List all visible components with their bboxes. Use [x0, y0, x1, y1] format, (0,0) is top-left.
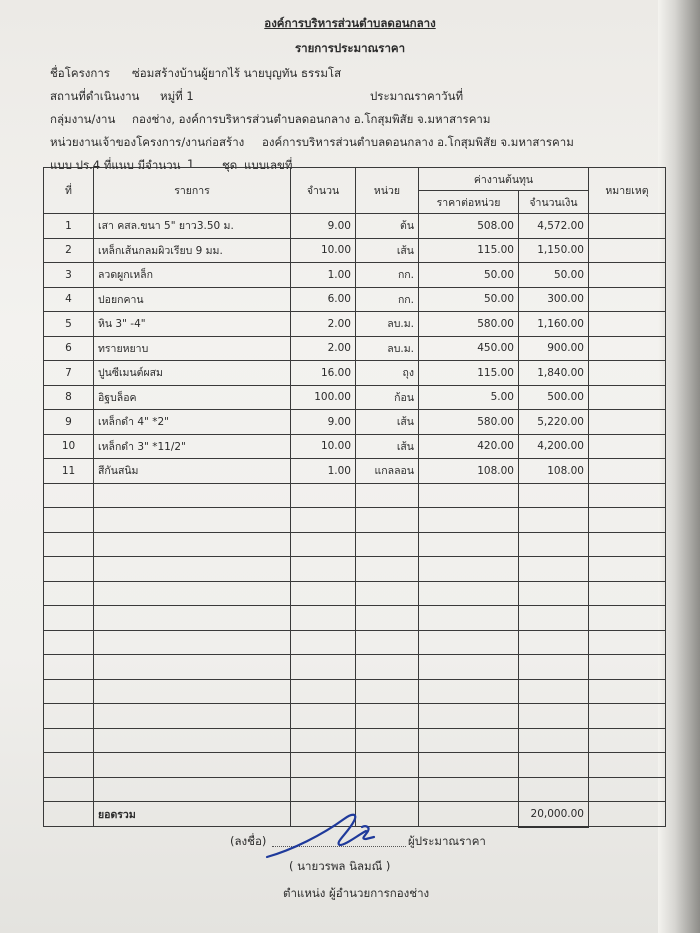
- project-name: ซ่อมสร้างบ้านผู้ยากไร้ นายบุญทัน ธรรมโส: [132, 66, 342, 80]
- row-item: ทรายหยาบ: [94, 336, 291, 361]
- row-unit-price: 108.00: [419, 459, 519, 484]
- table-row: [44, 361, 666, 386]
- project-label: ชื่อโครงการ: [50, 66, 110, 80]
- row-item: เหล็กดำ 3" *11/2": [94, 434, 291, 459]
- row-unit-price: 580.00: [419, 410, 519, 435]
- row-amount: 4,200.00: [519, 434, 589, 459]
- row-qty: 2.00: [291, 336, 356, 361]
- form-unit: ชุด: [222, 158, 238, 172]
- empty-row: [44, 557, 666, 582]
- row-unit-price: 580.00: [419, 312, 519, 337]
- empty-row: [44, 728, 666, 753]
- row-remark: [589, 434, 666, 459]
- row-unit-price: 50.00: [419, 287, 519, 312]
- handwritten-signature: [262, 805, 392, 865]
- empty-row: [44, 606, 666, 631]
- table-row: [44, 459, 666, 484]
- row-item: สีกันสนิม: [94, 459, 291, 484]
- row-unit: ลบ.ม.: [356, 336, 419, 361]
- row-no: 11: [44, 459, 94, 484]
- row-qty: 1.00: [291, 459, 356, 484]
- table-row: [44, 214, 666, 239]
- estimate-date-label: ประมาณราคาวันที่: [370, 89, 464, 103]
- row-no: 5: [44, 312, 94, 337]
- row-remark: [589, 312, 666, 337]
- row-unit: เส้น: [356, 238, 419, 263]
- empty-row: [44, 508, 666, 533]
- total-amount: 20,000.00: [519, 802, 589, 827]
- row-qty: 10.00: [291, 434, 356, 459]
- signer-role: ผู้ประมาณราคา: [408, 834, 486, 848]
- row-remark: [589, 385, 666, 410]
- row-item: ปอยกคาน: [94, 287, 291, 312]
- table-row: [44, 263, 666, 288]
- row-remark: [589, 410, 666, 435]
- estimate-table: [43, 167, 666, 828]
- empty-row: [44, 483, 666, 508]
- row-no: 9: [44, 410, 94, 435]
- row-unit: แกลลอน: [356, 459, 419, 484]
- row-no: 3: [44, 263, 94, 288]
- location-value: หมู่ที่ 1: [160, 89, 194, 103]
- row-qty: 9.00: [291, 214, 356, 239]
- header-cost-group: ค่างานต้นทุน: [419, 168, 589, 191]
- row-no: 1: [44, 214, 94, 239]
- form-count: 1: [187, 157, 195, 171]
- group-value: กองช่าง, องค์การบริหารส่วนตำบลดอนกลาง อ.โกสุมพิสัย จ.มหาสารคาม: [132, 112, 491, 126]
- owner-label: หน่วยงานเจ้าของโครงการ/งานก่อสร้าง: [50, 135, 245, 149]
- row-no: 4: [44, 287, 94, 312]
- row-qty: 6.00: [291, 287, 356, 312]
- row-no: 7: [44, 361, 94, 386]
- row-remark: [589, 238, 666, 263]
- row-no: 8: [44, 385, 94, 410]
- table-row: [44, 336, 666, 361]
- row-amount: 1,840.00: [519, 361, 589, 386]
- row-amount: 900.00: [519, 336, 589, 361]
- row-item: อิฐบล็อค: [94, 385, 291, 410]
- row-item: เหล็กดำ 4" *2": [94, 410, 291, 435]
- table-row: [44, 385, 666, 410]
- row-unit-price: 115.00: [419, 238, 519, 263]
- empty-row: [44, 630, 666, 655]
- header-amount: จำนวนเงิน: [519, 191, 589, 214]
- row-amount: 5,220.00: [519, 410, 589, 435]
- form-prefix: แบบ ปร.4 ที่แนบ มีจำนวน: [50, 158, 181, 172]
- row-unit: กก.: [356, 263, 419, 288]
- org-title: องค์การบริหารส่วนตำบลดอนกลาง: [264, 16, 436, 30]
- empty-row: [44, 679, 666, 704]
- empty-row: [44, 753, 666, 778]
- row-unit: ก้อน: [356, 385, 419, 410]
- row-unit: ต้น: [356, 214, 419, 239]
- row-remark: [589, 287, 666, 312]
- row-unit-price: 508.00: [419, 214, 519, 239]
- owner-value: องค์การบริหารส่วนตำบลดอนกลาง อ.โกสุมพิสัย จ.มหาสารคาม: [262, 135, 574, 149]
- row-qty: 16.00: [291, 361, 356, 386]
- row-remark: [589, 361, 666, 386]
- row-item: หิน 3" -4": [94, 312, 291, 337]
- row-qty: 1.00: [291, 263, 356, 288]
- signer-position: ตำแหน่ง ผู้อำนวยการกองช่าง: [283, 886, 430, 900]
- empty-row: [44, 655, 666, 680]
- table-row: [44, 410, 666, 435]
- row-no: 10: [44, 434, 94, 459]
- row-item: ปูนซีเมนต์ผสม: [94, 361, 291, 386]
- row-no: 2: [44, 238, 94, 263]
- row-qty: 9.00: [291, 410, 356, 435]
- table-row: [44, 312, 666, 337]
- row-unit: กก.: [356, 287, 419, 312]
- row-qty: 2.00: [291, 312, 356, 337]
- table-row: [44, 434, 666, 459]
- row-unit-price: 115.00: [419, 361, 519, 386]
- header-remark: หมายเหตุ: [589, 168, 666, 214]
- row-unit: เส้น: [356, 410, 419, 435]
- row-amount: 300.00: [519, 287, 589, 312]
- header-item: รายการ: [94, 168, 291, 214]
- form-suffix: แบบเลขที่: [244, 158, 293, 172]
- table-row: [44, 287, 666, 312]
- row-amount: 1,160.00: [519, 312, 589, 337]
- row-unit-price: 5.00: [419, 385, 519, 410]
- row-remark: [589, 459, 666, 484]
- row-unit-price: 420.00: [419, 434, 519, 459]
- empty-row: [44, 532, 666, 557]
- header-qty: จำนวน: [291, 168, 356, 214]
- row-item: ลวดผูกเหล็ก: [94, 263, 291, 288]
- row-qty: 10.00: [291, 238, 356, 263]
- row-amount: 4,572.00: [519, 214, 589, 239]
- table-row: [44, 238, 666, 263]
- empty-row: [44, 581, 666, 606]
- row-remark: [589, 336, 666, 361]
- sign-label: (ลงชื่อ): [230, 834, 267, 848]
- empty-row: [44, 704, 666, 729]
- header-unit: หน่วย: [356, 168, 419, 214]
- empty-row: [44, 777, 666, 802]
- row-unit-price: 50.00: [419, 263, 519, 288]
- row-amount: 108.00: [519, 459, 589, 484]
- group-label: กลุ่มงาน/งาน: [50, 112, 116, 126]
- header-no: ที่: [44, 168, 94, 214]
- document-subtitle: รายการประมาณราคา: [294, 41, 406, 55]
- row-amount: 500.00: [519, 385, 589, 410]
- location-label: สถานที่ดำเนินงาน: [50, 89, 140, 103]
- row-amount: 50.00: [519, 263, 589, 288]
- row-unit-price: 450.00: [419, 336, 519, 361]
- row-no: 6: [44, 336, 94, 361]
- header-unit-price: ราคาต่อหน่วย: [419, 191, 519, 214]
- row-unit: เส้น: [356, 434, 419, 459]
- total-label: ยอดรวม: [94, 802, 291, 827]
- row-qty: 100.00: [291, 385, 356, 410]
- row-unit: ลบ.ม.: [356, 312, 419, 337]
- signer-name: ( นายวรพล นิลมณี ): [289, 859, 391, 873]
- row-remark: [589, 214, 666, 239]
- row-item: เหล็กเส้นกลมผิวเรียบ 9 มม.: [94, 238, 291, 263]
- row-amount: 1,150.00: [519, 238, 589, 263]
- row-remark: [589, 263, 666, 288]
- row-item: เสา คสล.ขนา 5" ยาว3.50 ม.: [94, 214, 291, 239]
- row-unit: ถุง: [356, 361, 419, 386]
